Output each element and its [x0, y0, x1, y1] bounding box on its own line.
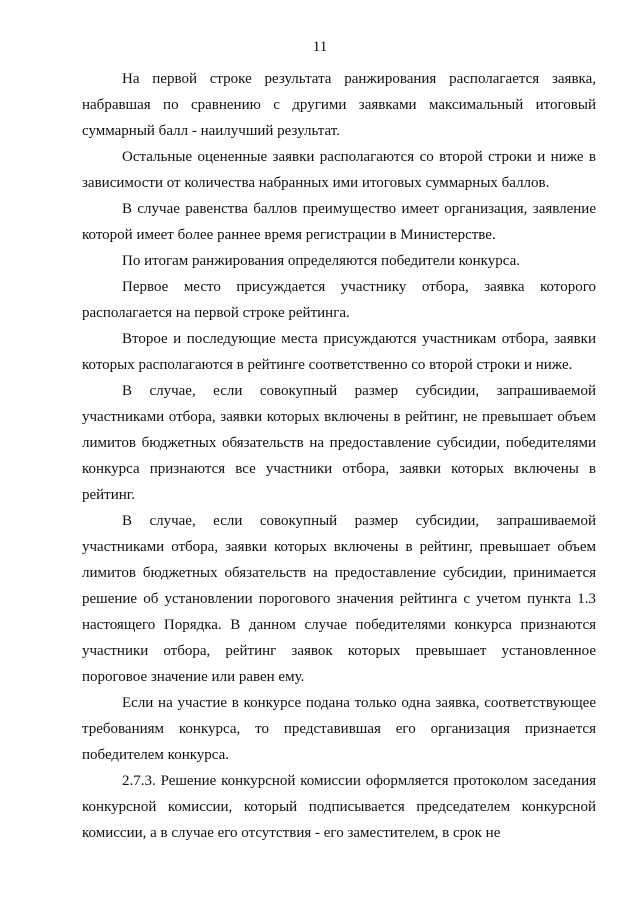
paragraph: Первое место присуждается участнику отбора, заявка которого располагается на первой строке рейтинга.: [82, 279, 596, 321]
page-number: 11: [312, 39, 328, 55]
paragraph: Если на участие в конкурсе подана только одна заявка, соответствующее требованиям конкурса, то представившая его организация признается победителем конкурса.: [82, 695, 596, 763]
document-body: [82, 66, 596, 846]
paragraph: Остальные оцененные заявки располагаются со второй строки и ниже в зависимости от количества набранных ими итоговых суммарных баллов.: [82, 149, 596, 191]
paragraph: По итогам ранжирования определяются победители конкурса.: [122, 253, 520, 269]
paragraph: В случае, если совокупный размер субсидии, запрашиваемой участниками отбора, заявки которых включены в рейтинг, не превышает объем лимитов бюджетных обязательств на предоставление субсидии, победителями конкурса признаются все участники отбора, заявки которых включены в рейтинг.: [82, 383, 596, 503]
paragraph: В случае равенства баллов преимущество имеет организация, заявление которой имеет более раннее время регистрации в Министерстве.: [82, 201, 596, 243]
paragraph: На первой строке результата ранжирования располагается заявка, набравшая по сравнению с другими заявками максимальный итоговый суммарный балл - наилучший результат.: [82, 71, 596, 139]
paragraph: В случае, если совокупный размер субсидии, запрашиваемой участниками отбора, заявки которых включены в рейтинг, превышает объем лимитов бюджетных обязательств на предоставление субсидии, принимается решение об установлении порогового значения рейтинга с учетом пункта 1.3 настоящего Порядка. В данном случае победителями конкурса признаются участники отбора, рейтинг заявок которых превышает установленное пороговое значение или равен ему.: [82, 513, 596, 685]
paragraph: Второе и последующие места присуждаются участникам отбора, заявки которых располагаются в рейтинге соответственно со второй строки и ниже.: [82, 331, 596, 373]
paragraph: 2.7.3. Решение конкурсной комиссии оформляется протоколом заседания конкурсной комиссии, который подписывается председателем конкурсной комиссии, а в случае его отсутствия - его заместителем, в срок не: [82, 773, 596, 841]
